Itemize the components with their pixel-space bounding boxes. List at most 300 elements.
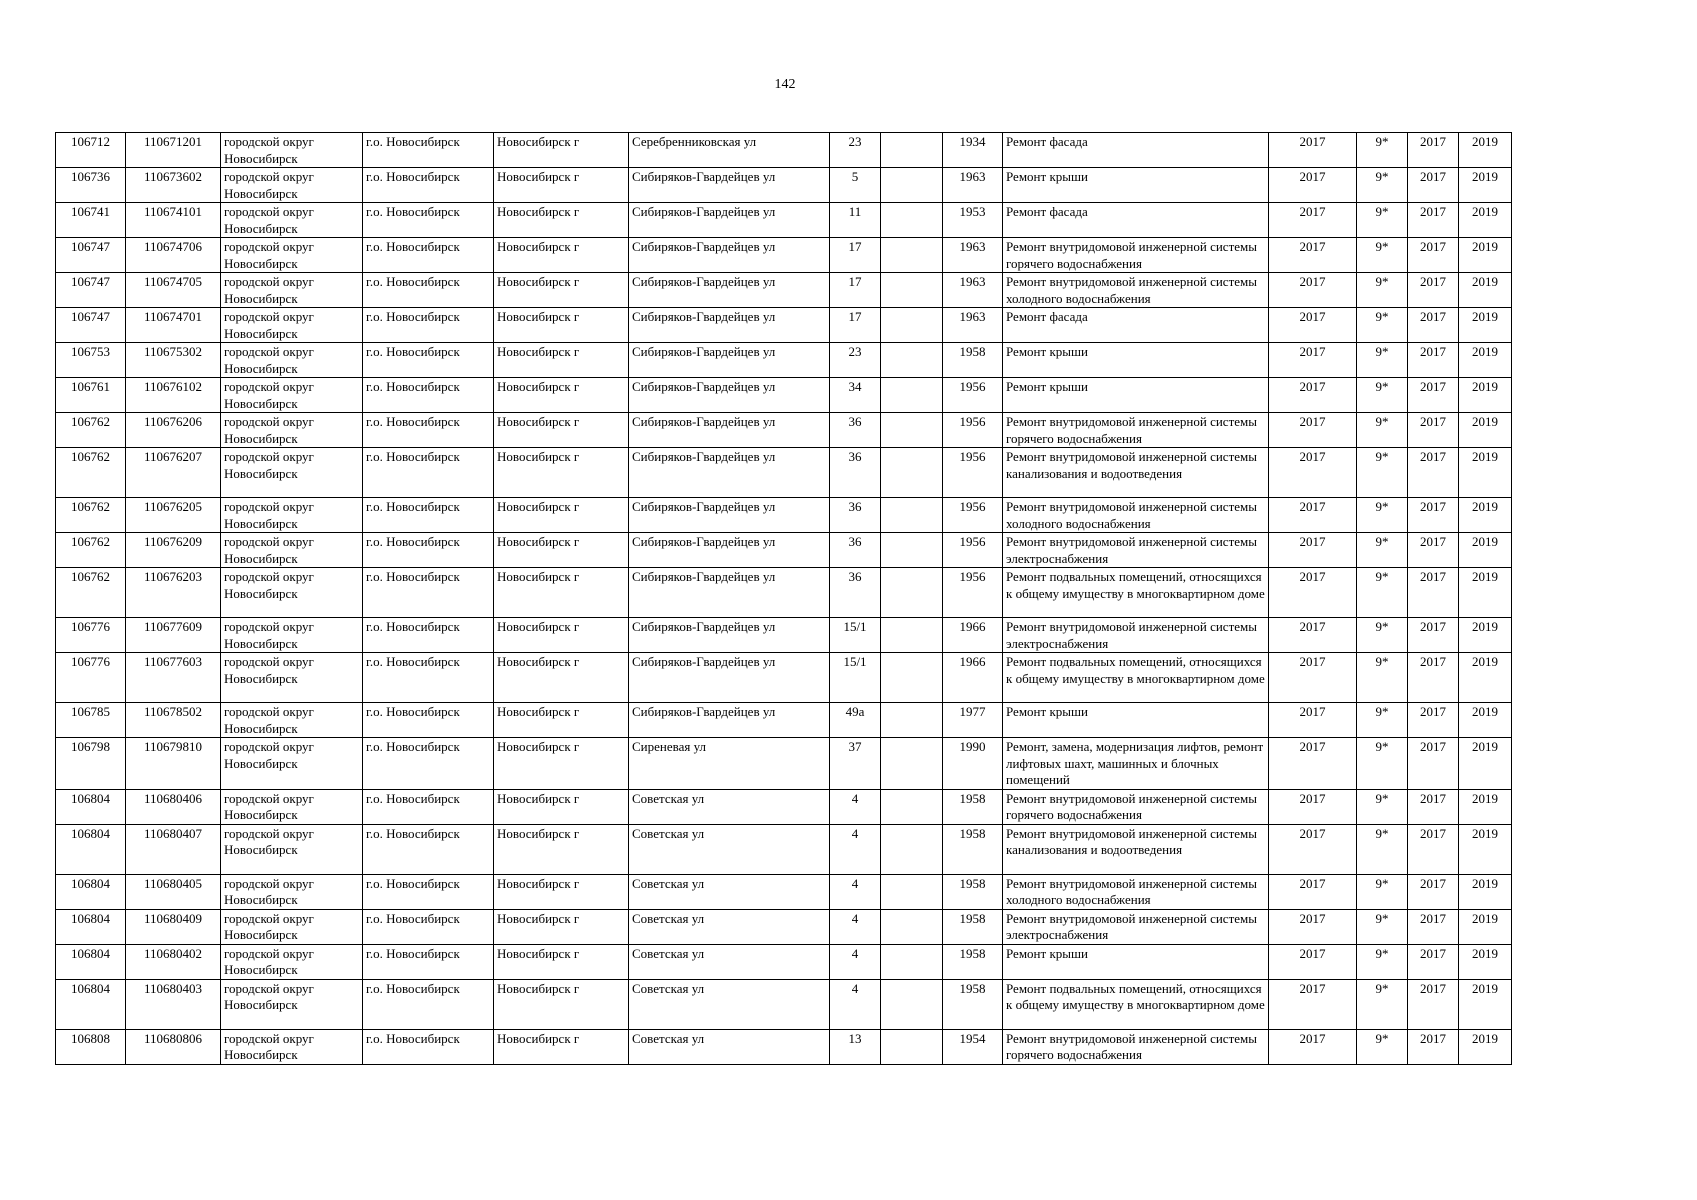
row-municipality-cell: г.о. Новосибирск — [363, 203, 494, 238]
row-district-cell: городской округ Новосибирск — [221, 1029, 363, 1064]
row-work-type-cell: Ремонт внутридомовой инженерной системы канализования и водоотведения — [1003, 824, 1269, 874]
row-code-cell: 110671201 — [126, 133, 221, 168]
row-code-cell: 110680409 — [126, 909, 221, 944]
row-extra-cell — [881, 448, 943, 498]
row-house-cell: 17 — [830, 238, 881, 273]
row-house-cell: 4 — [830, 979, 881, 1029]
row-period-start-cell: 2017 — [1408, 133, 1459, 168]
row-extra-cell — [881, 653, 943, 703]
row-extra-cell — [881, 498, 943, 533]
row-period-start-cell: 2017 — [1408, 874, 1459, 909]
row-street-cell: Сибиряков-Гвардейцев ул — [629, 568, 830, 618]
row-period-end-cell: 2019 — [1459, 944, 1512, 979]
row-plan-year-cell: 2017 — [1269, 168, 1357, 203]
row-id-cell: 106762 — [56, 568, 126, 618]
row-period-end-cell: 2019 — [1459, 618, 1512, 653]
table-row — [56, 568, 1512, 618]
row-house-cell: 13 — [830, 1029, 881, 1064]
row-id-cell: 106776 — [56, 618, 126, 653]
row-locality-cell: Новосибирск г — [494, 273, 629, 308]
row-locality-cell: Новосибирск г — [494, 738, 629, 790]
row-year-cell: 1977 — [943, 703, 1003, 738]
row-number-cell: 9* — [1357, 168, 1408, 203]
row-code-cell: 110676207 — [126, 448, 221, 498]
row-street-cell: Сибиряков-Гвардейцев ул — [629, 448, 830, 498]
row-year-cell: 1963 — [943, 168, 1003, 203]
row-id-cell: 106753 — [56, 343, 126, 378]
row-id-cell: 106804 — [56, 979, 126, 1029]
row-code-cell: 110676205 — [126, 498, 221, 533]
row-year-cell: 1958 — [943, 874, 1003, 909]
row-period-start-cell: 2017 — [1408, 618, 1459, 653]
table-row — [56, 824, 1512, 874]
row-code-cell: 110676203 — [126, 568, 221, 618]
row-work-type-cell: Ремонт внутридомовой инженерной системы канализования и водоотведения — [1003, 448, 1269, 498]
row-municipality-cell: г.о. Новосибирск — [363, 653, 494, 703]
row-street-cell: Сибиряков-Гвардейцев ул — [629, 413, 830, 448]
table-row — [56, 909, 1512, 944]
row-plan-year-cell: 2017 — [1269, 824, 1357, 874]
row-locality-cell: Новосибирск г — [494, 533, 629, 568]
table-row — [56, 273, 1512, 308]
row-period-start-cell: 2017 — [1408, 944, 1459, 979]
row-district-cell: городской округ Новосибирск — [221, 824, 363, 874]
row-extra-cell — [881, 944, 943, 979]
row-period-end-cell: 2019 — [1459, 203, 1512, 238]
row-id-cell: 106808 — [56, 1029, 126, 1064]
row-district-cell: городской округ Новосибирск — [221, 448, 363, 498]
row-number-cell: 9* — [1357, 874, 1408, 909]
row-district-cell: городской округ Новосибирск — [221, 238, 363, 273]
row-number-cell: 9* — [1357, 133, 1408, 168]
row-house-cell: 23 — [830, 343, 881, 378]
row-district-cell: городской округ Новосибирск — [221, 789, 363, 824]
row-plan-year-cell: 2017 — [1269, 133, 1357, 168]
row-house-cell: 34 — [830, 378, 881, 413]
row-house-cell: 17 — [830, 273, 881, 308]
row-district-cell: городской округ Новосибирск — [221, 618, 363, 653]
row-plan-year-cell: 2017 — [1269, 738, 1357, 790]
row-id-cell: 106747 — [56, 308, 126, 343]
row-period-start-cell: 2017 — [1408, 1029, 1459, 1064]
row-code-cell: 110674705 — [126, 273, 221, 308]
row-street-cell: Советская ул — [629, 944, 830, 979]
row-locality-cell: Новосибирск г — [494, 133, 629, 168]
row-id-cell: 106776 — [56, 653, 126, 703]
row-period-end-cell: 2019 — [1459, 533, 1512, 568]
table-row — [56, 944, 1512, 979]
row-municipality-cell: г.о. Новосибирск — [363, 498, 494, 533]
row-municipality-cell: г.о. Новосибирск — [363, 448, 494, 498]
row-code-cell: 110680407 — [126, 824, 221, 874]
row-code-cell: 110680402 — [126, 944, 221, 979]
row-district-cell: городской округ Новосибирск — [221, 343, 363, 378]
row-locality-cell: Новосибирск г — [494, 909, 629, 944]
row-work-type-cell: Ремонт, замена, модернизация лифтов, ремонт лифтовых шахт, машинных и блочных помещений — [1003, 738, 1269, 790]
row-year-cell: 1956 — [943, 448, 1003, 498]
row-number-cell: 9* — [1357, 413, 1408, 448]
row-plan-year-cell: 2017 — [1269, 653, 1357, 703]
row-plan-year-cell: 2017 — [1269, 533, 1357, 568]
row-code-cell: 110675302 — [126, 343, 221, 378]
row-year-cell: 1956 — [943, 533, 1003, 568]
row-extra-cell — [881, 273, 943, 308]
row-street-cell: Советская ул — [629, 789, 830, 824]
row-number-cell: 9* — [1357, 533, 1408, 568]
row-year-cell: 1958 — [943, 909, 1003, 944]
row-number-cell: 9* — [1357, 618, 1408, 653]
row-year-cell: 1958 — [943, 944, 1003, 979]
row-code-cell: 110676206 — [126, 413, 221, 448]
row-id-cell: 106804 — [56, 824, 126, 874]
row-municipality-cell: г.о. Новосибирск — [363, 413, 494, 448]
row-number-cell: 9* — [1357, 568, 1408, 618]
row-id-cell: 106712 — [56, 133, 126, 168]
row-locality-cell: Новосибирск г — [494, 203, 629, 238]
row-number-cell: 9* — [1357, 378, 1408, 413]
row-work-type-cell: Ремонт фасада — [1003, 308, 1269, 343]
row-work-type-cell: Ремонт крыши — [1003, 703, 1269, 738]
row-period-end-cell: 2019 — [1459, 498, 1512, 533]
row-work-type-cell: Ремонт фасада — [1003, 133, 1269, 168]
row-municipality-cell: г.о. Новосибирск — [363, 533, 494, 568]
row-district-cell: городской округ Новосибирск — [221, 909, 363, 944]
row-house-cell: 36 — [830, 498, 881, 533]
row-number-cell: 9* — [1357, 203, 1408, 238]
row-municipality-cell: г.о. Новосибирск — [363, 703, 494, 738]
row-period-end-cell: 2019 — [1459, 824, 1512, 874]
row-work-type-cell: Ремонт крыши — [1003, 944, 1269, 979]
row-locality-cell: Новосибирск г — [494, 448, 629, 498]
row-street-cell: Советская ул — [629, 909, 830, 944]
row-locality-cell: Новосибирск г — [494, 308, 629, 343]
row-period-start-cell: 2017 — [1408, 378, 1459, 413]
row-year-cell: 1958 — [943, 979, 1003, 1029]
row-extra-cell — [881, 618, 943, 653]
row-district-cell: городской округ Новосибирск — [221, 533, 363, 568]
row-period-start-cell: 2017 — [1408, 909, 1459, 944]
row-locality-cell: Новосибирск г — [494, 238, 629, 273]
row-street-cell: Сибиряков-Гвардейцев ул — [629, 203, 830, 238]
row-period-end-cell: 2019 — [1459, 653, 1512, 703]
row-plan-year-cell: 2017 — [1269, 378, 1357, 413]
table-row — [56, 413, 1512, 448]
row-work-type-cell: Ремонт внутридомовой инженерной системы горячего водоснабжения — [1003, 789, 1269, 824]
row-locality-cell: Новосибирск г — [494, 618, 629, 653]
row-year-cell: 1966 — [943, 653, 1003, 703]
row-house-cell: 17 — [830, 308, 881, 343]
row-work-type-cell: Ремонт крыши — [1003, 168, 1269, 203]
row-number-cell: 9* — [1357, 448, 1408, 498]
row-period-end-cell: 2019 — [1459, 168, 1512, 203]
row-street-cell: Сибиряков-Гвардейцев ул — [629, 618, 830, 653]
row-id-cell: 106804 — [56, 944, 126, 979]
row-period-start-cell: 2017 — [1408, 789, 1459, 824]
row-period-end-cell: 2019 — [1459, 378, 1512, 413]
row-district-cell: городской округ Новосибирск — [221, 168, 363, 203]
row-district-cell: городской округ Новосибирск — [221, 203, 363, 238]
row-locality-cell: Новосибирск г — [494, 168, 629, 203]
row-house-cell: 49а — [830, 703, 881, 738]
row-year-cell: 1958 — [943, 343, 1003, 378]
row-work-type-cell: Ремонт подвальных помещений, относящихся к общему имуществу в многоквартирном доме — [1003, 653, 1269, 703]
row-extra-cell — [881, 203, 943, 238]
row-extra-cell — [881, 568, 943, 618]
row-year-cell: 1990 — [943, 738, 1003, 790]
row-number-cell: 9* — [1357, 343, 1408, 378]
row-plan-year-cell: 2017 — [1269, 1029, 1357, 1064]
row-period-end-cell: 2019 — [1459, 343, 1512, 378]
row-municipality-cell: г.о. Новосибирск — [363, 824, 494, 874]
row-plan-year-cell: 2017 — [1269, 273, 1357, 308]
row-code-cell: 110674701 — [126, 308, 221, 343]
row-street-cell: Сибиряков-Гвардейцев ул — [629, 308, 830, 343]
table-row — [56, 168, 1512, 203]
row-municipality-cell: г.о. Новосибирск — [363, 1029, 494, 1064]
row-number-cell: 9* — [1357, 824, 1408, 874]
row-code-cell: 110678502 — [126, 703, 221, 738]
row-street-cell: Сибиряков-Гвардейцев ул — [629, 533, 830, 568]
row-locality-cell: Новосибирск г — [494, 789, 629, 824]
row-locality-cell: Новосибирск г — [494, 979, 629, 1029]
row-plan-year-cell: 2017 — [1269, 944, 1357, 979]
row-plan-year-cell: 2017 — [1269, 979, 1357, 1029]
row-period-start-cell: 2017 — [1408, 413, 1459, 448]
row-district-cell: городской округ Новосибирск — [221, 944, 363, 979]
row-plan-year-cell: 2017 — [1269, 238, 1357, 273]
row-street-cell: Сиреневая ул — [629, 738, 830, 790]
row-period-end-cell: 2019 — [1459, 874, 1512, 909]
row-work-type-cell: Ремонт крыши — [1003, 378, 1269, 413]
row-code-cell: 110673602 — [126, 168, 221, 203]
table-row — [56, 308, 1512, 343]
row-period-start-cell: 2017 — [1408, 653, 1459, 703]
row-municipality-cell: г.о. Новосибирск — [363, 378, 494, 413]
row-year-cell: 1956 — [943, 378, 1003, 413]
table-row — [56, 343, 1512, 378]
row-house-cell: 11 — [830, 203, 881, 238]
row-code-cell: 110674101 — [126, 203, 221, 238]
table-row — [56, 378, 1512, 413]
row-number-cell: 9* — [1357, 498, 1408, 533]
row-work-type-cell: Ремонт внутридомовой инженерной системы горячего водоснабжения — [1003, 238, 1269, 273]
row-year-cell: 1934 — [943, 133, 1003, 168]
row-number-cell: 9* — [1357, 909, 1408, 944]
row-year-cell: 1963 — [943, 273, 1003, 308]
row-municipality-cell: г.о. Новосибирск — [363, 168, 494, 203]
row-work-type-cell: Ремонт внутридомовой инженерной системы холодного водоснабжения — [1003, 273, 1269, 308]
table-row — [56, 738, 1512, 790]
row-period-end-cell: 2019 — [1459, 238, 1512, 273]
row-work-type-cell: Ремонт фасада — [1003, 203, 1269, 238]
row-work-type-cell: Ремонт внутридомовой инженерной системы холодного водоснабжения — [1003, 874, 1269, 909]
table-row — [56, 1029, 1512, 1064]
row-municipality-cell: г.о. Новосибирск — [363, 308, 494, 343]
row-work-type-cell: Ремонт внутридомовой инженерной системы электроснабжения — [1003, 909, 1269, 944]
row-period-start-cell: 2017 — [1408, 308, 1459, 343]
row-house-cell: 15/1 — [830, 653, 881, 703]
row-district-cell: городской округ Новосибирск — [221, 413, 363, 448]
row-district-cell: городской округ Новосибирск — [221, 979, 363, 1029]
row-house-cell: 15/1 — [830, 618, 881, 653]
row-municipality-cell: г.о. Новосибирск — [363, 874, 494, 909]
row-street-cell: Сибиряков-Гвардейцев ул — [629, 168, 830, 203]
row-house-cell: 5 — [830, 168, 881, 203]
row-number-cell: 9* — [1357, 653, 1408, 703]
registry-body — [56, 133, 1512, 1065]
row-id-cell: 106785 — [56, 703, 126, 738]
row-id-cell: 106804 — [56, 909, 126, 944]
row-house-cell: 36 — [830, 568, 881, 618]
row-code-cell: 110679810 — [126, 738, 221, 790]
row-district-cell: городской округ Новосибирск — [221, 133, 363, 168]
row-code-cell: 110674706 — [126, 238, 221, 273]
row-extra-cell — [881, 308, 943, 343]
row-district-cell: городской округ Новосибирск — [221, 378, 363, 413]
row-municipality-cell: г.о. Новосибирск — [363, 343, 494, 378]
row-id-cell: 106741 — [56, 203, 126, 238]
row-id-cell: 106804 — [56, 874, 126, 909]
row-house-cell: 4 — [830, 789, 881, 824]
row-municipality-cell: г.о. Новосибирск — [363, 979, 494, 1029]
row-work-type-cell: Ремонт внутридомовой инженерной системы электроснабжения — [1003, 533, 1269, 568]
row-house-cell: 37 — [830, 738, 881, 790]
row-district-cell: городской округ Новосибирск — [221, 498, 363, 533]
table-row — [56, 133, 1512, 168]
row-year-cell: 1958 — [943, 789, 1003, 824]
row-code-cell: 110680406 — [126, 789, 221, 824]
row-extra-cell — [881, 168, 943, 203]
row-year-cell: 1956 — [943, 568, 1003, 618]
table-row — [56, 979, 1512, 1029]
row-period-end-cell: 2019 — [1459, 979, 1512, 1029]
row-street-cell: Сибиряков-Гвардейцев ул — [629, 703, 830, 738]
row-year-cell: 1954 — [943, 1029, 1003, 1064]
row-id-cell: 106762 — [56, 448, 126, 498]
row-number-cell: 9* — [1357, 1029, 1408, 1064]
row-work-type-cell: Ремонт внутридомовой инженерной системы электроснабжения — [1003, 618, 1269, 653]
row-period-start-cell: 2017 — [1408, 448, 1459, 498]
row-period-end-cell: 2019 — [1459, 738, 1512, 790]
row-house-cell: 23 — [830, 133, 881, 168]
row-period-end-cell: 2019 — [1459, 133, 1512, 168]
table-row — [56, 618, 1512, 653]
row-extra-cell — [881, 238, 943, 273]
row-house-cell: 4 — [830, 909, 881, 944]
row-extra-cell — [881, 533, 943, 568]
row-municipality-cell: г.о. Новосибирск — [363, 789, 494, 824]
row-code-cell: 110680806 — [126, 1029, 221, 1064]
row-year-cell: 1963 — [943, 308, 1003, 343]
row-plan-year-cell: 2017 — [1269, 343, 1357, 378]
row-district-cell: городской округ Новосибирск — [221, 703, 363, 738]
row-locality-cell: Новосибирск г — [494, 944, 629, 979]
row-extra-cell — [881, 133, 943, 168]
row-extra-cell — [881, 979, 943, 1029]
row-period-end-cell: 2019 — [1459, 1029, 1512, 1064]
row-period-start-cell: 2017 — [1408, 738, 1459, 790]
row-code-cell: 110677603 — [126, 653, 221, 703]
row-number-cell: 9* — [1357, 944, 1408, 979]
row-plan-year-cell: 2017 — [1269, 568, 1357, 618]
row-street-cell: Советская ул — [629, 1029, 830, 1064]
row-plan-year-cell: 2017 — [1269, 618, 1357, 653]
table-row — [56, 203, 1512, 238]
table-row — [56, 448, 1512, 498]
row-locality-cell: Новосибирск г — [494, 824, 629, 874]
row-street-cell: Сибиряков-Гвардейцев ул — [629, 498, 830, 533]
row-locality-cell: Новосибирск г — [494, 653, 629, 703]
row-extra-cell — [881, 909, 943, 944]
row-period-end-cell: 2019 — [1459, 308, 1512, 343]
row-extra-cell — [881, 703, 943, 738]
row-period-end-cell: 2019 — [1459, 448, 1512, 498]
row-street-cell: Серебренниковская ул — [629, 133, 830, 168]
row-street-cell: Сибиряков-Гвардейцев ул — [629, 653, 830, 703]
row-period-start-cell: 2017 — [1408, 238, 1459, 273]
row-period-start-cell: 2017 — [1408, 533, 1459, 568]
row-house-cell: 4 — [830, 944, 881, 979]
row-street-cell: Советская ул — [629, 824, 830, 874]
row-period-end-cell: 2019 — [1459, 789, 1512, 824]
row-municipality-cell: г.о. Новосибирск — [363, 738, 494, 790]
row-period-start-cell: 2017 — [1408, 203, 1459, 238]
row-code-cell: 110680405 — [126, 874, 221, 909]
row-house-cell: 36 — [830, 448, 881, 498]
row-id-cell: 106762 — [56, 533, 126, 568]
row-year-cell: 1956 — [943, 498, 1003, 533]
row-period-start-cell: 2017 — [1408, 168, 1459, 203]
row-period-end-cell: 2019 — [1459, 909, 1512, 944]
row-code-cell: 110680403 — [126, 979, 221, 1029]
row-house-cell: 4 — [830, 874, 881, 909]
row-municipality-cell: г.о. Новосибирск — [363, 568, 494, 618]
row-period-end-cell: 2019 — [1459, 413, 1512, 448]
row-plan-year-cell: 2017 — [1269, 909, 1357, 944]
row-extra-cell — [881, 789, 943, 824]
row-number-cell: 9* — [1357, 273, 1408, 308]
row-period-end-cell: 2019 — [1459, 568, 1512, 618]
row-plan-year-cell: 2017 — [1269, 703, 1357, 738]
row-house-cell: 4 — [830, 824, 881, 874]
page-number: 142 — [774, 77, 796, 92]
table-row — [56, 498, 1512, 533]
row-year-cell: 1966 — [943, 618, 1003, 653]
row-number-cell: 9* — [1357, 979, 1408, 1029]
row-number-cell: 9* — [1357, 738, 1408, 790]
row-work-type-cell: Ремонт внутридомовой инженерной системы горячего водоснабжения — [1003, 413, 1269, 448]
row-locality-cell: Новосибирск г — [494, 1029, 629, 1064]
repair-registry-table — [55, 132, 1512, 1065]
row-municipality-cell: г.о. Новосибирск — [363, 273, 494, 308]
row-number-cell: 9* — [1357, 308, 1408, 343]
row-year-cell: 1953 — [943, 203, 1003, 238]
row-municipality-cell: г.о. Новосибирск — [363, 618, 494, 653]
row-period-end-cell: 2019 — [1459, 703, 1512, 738]
row-code-cell: 110676102 — [126, 378, 221, 413]
row-work-type-cell: Ремонт внутридомовой инженерной системы горячего водоснабжения — [1003, 1029, 1269, 1064]
row-plan-year-cell: 2017 — [1269, 498, 1357, 533]
row-street-cell: Советская ул — [629, 874, 830, 909]
row-plan-year-cell: 2017 — [1269, 203, 1357, 238]
row-extra-cell — [881, 413, 943, 448]
table-row — [56, 653, 1512, 703]
row-period-start-cell: 2017 — [1408, 824, 1459, 874]
row-number-cell: 9* — [1357, 789, 1408, 824]
row-code-cell: 110677609 — [126, 618, 221, 653]
row-municipality-cell: г.о. Новосибирск — [363, 133, 494, 168]
row-street-cell: Сибиряков-Гвардейцев ул — [629, 378, 830, 413]
